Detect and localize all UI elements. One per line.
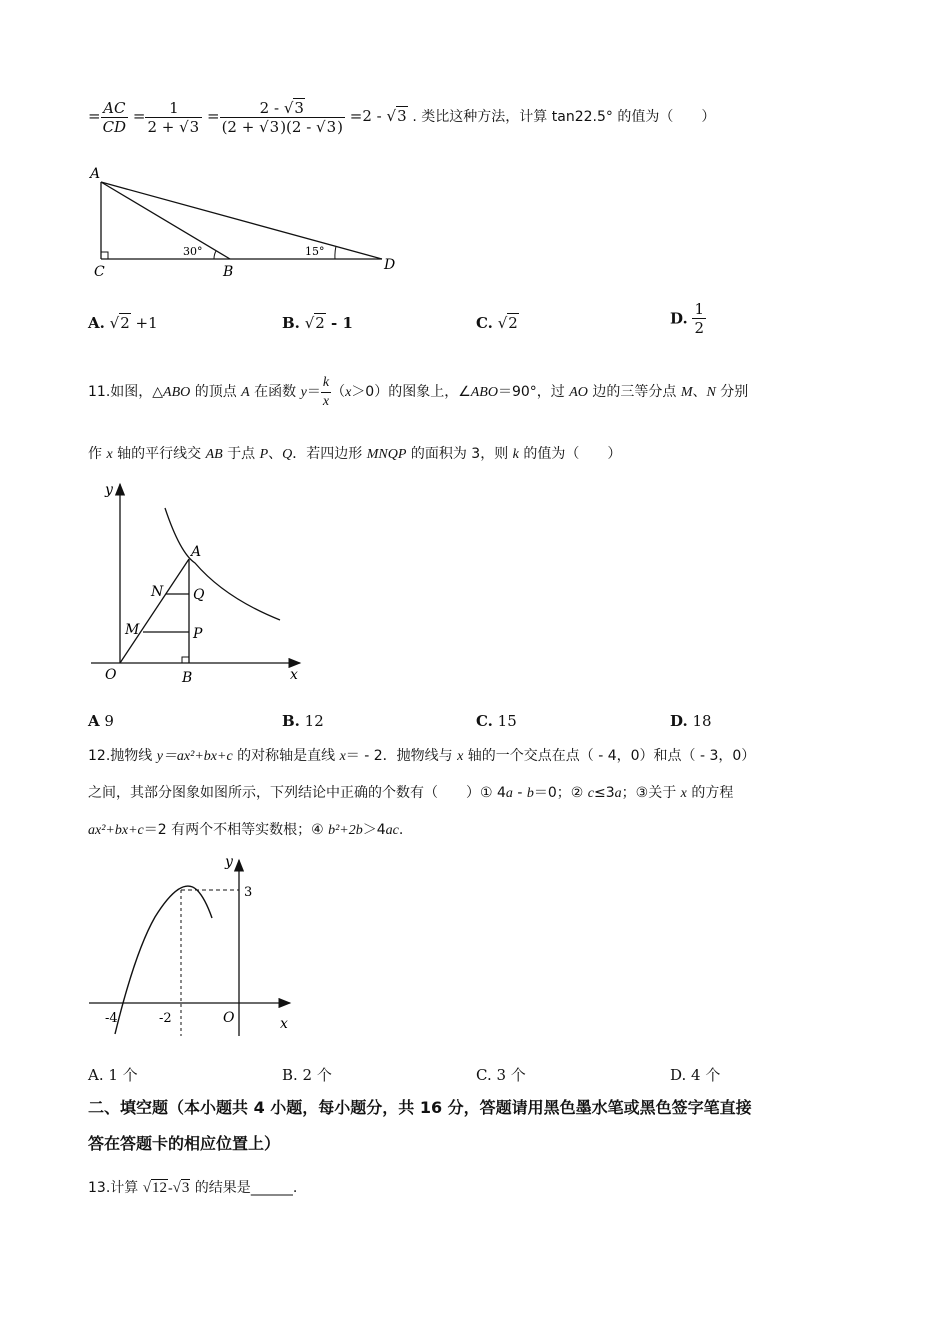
math-a: a bbox=[505, 786, 513, 801]
angle-label-15: 15° bbox=[305, 245, 325, 258]
text: ．若四边形 bbox=[292, 446, 367, 462]
text: 的方程 bbox=[686, 785, 734, 801]
math-m: M bbox=[680, 385, 693, 400]
q11-option-a[interactable] bbox=[88, 712, 114, 730]
option-label: B. bbox=[282, 712, 300, 730]
math-x: x bbox=[345, 385, 352, 400]
sqrt-sign: √3 bbox=[386, 107, 407, 125]
radicand: 3 bbox=[294, 98, 304, 117]
sqrt-sign: √3 bbox=[316, 117, 337, 136]
sqrt-sign: √2 bbox=[497, 314, 518, 332]
q10-option-d[interactable] bbox=[670, 300, 706, 337]
term: ) bbox=[337, 117, 344, 136]
q10-equation-line bbox=[88, 96, 715, 136]
term: 2 - bbox=[259, 98, 284, 117]
math-abo: ABO bbox=[163, 385, 191, 400]
fraction-k-over-x bbox=[321, 374, 331, 411]
sqrt-sign: √3 bbox=[172, 1180, 190, 1196]
q11-option-d[interactable] bbox=[670, 712, 712, 730]
fraction-ac-cd bbox=[101, 99, 129, 136]
radicand: 3 bbox=[397, 107, 407, 125]
math-x: x bbox=[106, 447, 113, 462]
fraction-rationalized bbox=[220, 99, 345, 136]
q11-line-1 bbox=[88, 372, 748, 412]
math-ao: AO bbox=[569, 385, 588, 400]
q12-line-2 bbox=[88, 783, 733, 804]
option-label: A. bbox=[88, 314, 105, 332]
q12-line-3 bbox=[88, 820, 403, 841]
text: ＝ bbox=[306, 384, 321, 400]
label-n: N bbox=[151, 584, 164, 600]
label-minus2: -2 bbox=[159, 1011, 172, 1026]
math-mnqp: MNQP bbox=[366, 447, 407, 462]
text: 边的三等分点 bbox=[587, 384, 681, 400]
text: ＝2 有两个不相等实数根；④ bbox=[143, 822, 329, 838]
option-term: +1 bbox=[130, 314, 158, 332]
text: 的面积为 3，则 bbox=[406, 446, 513, 462]
term: (2 + bbox=[221, 117, 260, 136]
option-value: 18 bbox=[687, 712, 712, 730]
option-label: B. bbox=[282, 314, 300, 332]
label-d: D bbox=[384, 257, 396, 273]
math-p: P bbox=[259, 447, 269, 462]
option-value: 15 bbox=[492, 712, 517, 730]
q11-option-c[interactable] bbox=[476, 712, 517, 730]
text: 11.如图，△ bbox=[88, 384, 164, 400]
segment-ab bbox=[101, 182, 230, 259]
result-term: =2 - bbox=[349, 107, 387, 125]
math-abo: ABO bbox=[470, 385, 498, 400]
label-o: O bbox=[105, 667, 117, 683]
text: 轴的平行线交 bbox=[112, 446, 206, 462]
q12-option-c[interactable]: C. 3 个 bbox=[476, 1066, 526, 1084]
label-x: x bbox=[280, 1016, 288, 1032]
text: 13.计算 bbox=[88, 1180, 143, 1196]
radicand: 12 bbox=[151, 1180, 167, 1196]
math-x: x bbox=[339, 749, 346, 764]
q10-triangle-figure bbox=[85, 160, 405, 285]
text: 于点 bbox=[222, 446, 260, 462]
section-2-heading-line-1: 二、填空题（本小题共 4 小题，每小题分，共 16 分，答题请用黑色墨水笔或黑色签字笔直接 bbox=[88, 1098, 752, 1117]
sqrt-sign: √12 bbox=[142, 1180, 167, 1196]
math-expr: ax²+bx+c bbox=[88, 823, 144, 838]
sqrt-sign: √3 bbox=[259, 117, 280, 136]
label-b: B bbox=[223, 264, 234, 280]
equals-sign: = bbox=[207, 107, 220, 125]
equals-sign: = bbox=[132, 107, 146, 125]
label-minus4: -4 bbox=[105, 1011, 118, 1026]
right-angle-mark bbox=[101, 252, 108, 259]
fraction-one-half bbox=[692, 300, 706, 337]
math-y: y bbox=[300, 385, 307, 400]
radicand: 3 bbox=[189, 117, 200, 136]
text: 的对称轴是直线 bbox=[232, 748, 340, 764]
radicand: 3 bbox=[326, 117, 337, 136]
option-term: - 1 bbox=[325, 314, 353, 332]
math-x: x bbox=[457, 749, 464, 764]
text: ＝0；② bbox=[533, 785, 588, 801]
math-k: k bbox=[512, 447, 519, 462]
equals-sign: = bbox=[88, 107, 101, 125]
math-x: x bbox=[680, 786, 687, 801]
q11-line-2 bbox=[88, 444, 621, 465]
text: ；③关于 bbox=[621, 785, 681, 801]
text: - bbox=[167, 1181, 173, 1196]
math-expr: b²+2b bbox=[328, 823, 363, 838]
q10-option-a[interactable] bbox=[88, 314, 158, 332]
text: 的顶点 bbox=[190, 384, 242, 400]
math-n: N bbox=[706, 385, 716, 400]
text: ＝90°，过 bbox=[497, 384, 570, 400]
text: 分别 bbox=[715, 384, 749, 400]
term: 2 + bbox=[147, 117, 180, 136]
sqrt-sign: √2 bbox=[304, 314, 325, 332]
angle-arc-b bbox=[214, 251, 216, 259]
label-y: y bbox=[225, 854, 233, 870]
label-q: Q bbox=[193, 587, 205, 603]
fraction-denominator bbox=[145, 118, 202, 136]
fraction-denominator: CD bbox=[102, 117, 127, 136]
hyperbola-curve bbox=[165, 508, 280, 620]
fraction-one-over bbox=[145, 99, 202, 136]
math-ac: ac bbox=[385, 823, 399, 838]
text: 的值为（ ） bbox=[518, 446, 622, 462]
text: 作 bbox=[88, 446, 107, 462]
text: - bbox=[512, 785, 527, 801]
fraction-numerator bbox=[220, 99, 345, 118]
sqrt-sign: √3 bbox=[283, 98, 304, 117]
math-a: a bbox=[614, 786, 622, 801]
text: ＞0）的图象上，∠ bbox=[351, 384, 471, 400]
q12-option-a[interactable]: A. 1 个 bbox=[88, 1066, 138, 1084]
term: )(2 - bbox=[280, 117, 317, 136]
q12-option-d[interactable]: D. 4 个 bbox=[670, 1066, 721, 1084]
option-label: A bbox=[88, 712, 100, 730]
text: . bbox=[398, 822, 404, 838]
text: ＝ - 2．抛物线与 bbox=[345, 748, 458, 764]
fraction-numerator: AC bbox=[101, 99, 129, 118]
radicand: 3 bbox=[181, 1180, 190, 1196]
q12-parabola-figure bbox=[85, 852, 300, 1042]
label-x: x bbox=[290, 667, 298, 683]
answer-blank[interactable]: ______ bbox=[250, 1180, 293, 1196]
math-c: c bbox=[587, 786, 595, 801]
right-angle-mark bbox=[182, 657, 189, 663]
label-b: B bbox=[182, 670, 193, 686]
text: （ bbox=[331, 384, 346, 400]
radicand: 2 bbox=[120, 314, 130, 332]
text: . bbox=[292, 1180, 298, 1196]
text: 、 bbox=[268, 446, 283, 462]
math-q: Q bbox=[282, 447, 293, 462]
label-c: C bbox=[94, 264, 105, 280]
q11-hyperbola-figure bbox=[85, 478, 310, 690]
text: 的结果是 bbox=[190, 1180, 251, 1196]
label-a: A bbox=[90, 166, 101, 182]
text: 12.抛物线 bbox=[88, 748, 157, 764]
sqrt-sign: √2 bbox=[109, 314, 130, 332]
math-a: A bbox=[241, 385, 250, 400]
sqrt-sign: √3 bbox=[179, 117, 200, 136]
option-label: C. bbox=[476, 712, 493, 730]
q10-option-c[interactable] bbox=[476, 314, 519, 332]
fraction-numerator: 1 bbox=[145, 99, 202, 118]
label-o: O bbox=[223, 1010, 235, 1026]
fraction-numerator: k bbox=[321, 374, 331, 393]
label-p: P bbox=[193, 626, 203, 642]
q10-option-b[interactable] bbox=[282, 314, 353, 332]
segment-ad bbox=[101, 182, 382, 259]
q12-option-b[interactable]: B. 2 个 bbox=[282, 1066, 332, 1084]
math-ab: AB bbox=[205, 447, 223, 462]
text: ＞4 bbox=[362, 822, 386, 838]
label-y: y bbox=[105, 482, 113, 498]
q13-line bbox=[88, 1178, 297, 1199]
q11-option-b[interactable] bbox=[282, 712, 324, 730]
section-2-heading-line-2: 答在答题卡的相应位置上） bbox=[88, 1134, 281, 1153]
angle-arc-d bbox=[335, 246, 336, 259]
fraction-denominator: 2 bbox=[694, 319, 705, 337]
text: 轴的一个交点在点（ - 4，0）和点（ - 3，0） bbox=[463, 748, 756, 764]
option-value: 9 bbox=[99, 712, 114, 730]
radicand: 3 bbox=[269, 117, 280, 136]
fraction-denominator: x bbox=[322, 393, 330, 409]
angle-label-30: 30° bbox=[183, 245, 203, 258]
option-value: 12 bbox=[299, 712, 324, 730]
segment-oa bbox=[120, 559, 189, 663]
text: 、 bbox=[692, 384, 707, 400]
math-b: b bbox=[526, 786, 534, 801]
option-label: C. bbox=[476, 314, 493, 332]
q12-line-1 bbox=[88, 746, 755, 767]
label-m: M bbox=[125, 622, 140, 638]
q10-question-tail: . 类比这种方法，计算 tan22.5° 的值为（ ） bbox=[412, 109, 716, 125]
option-label: D. bbox=[670, 712, 688, 730]
label-3: 3 bbox=[244, 885, 253, 900]
fraction-denominator bbox=[220, 118, 345, 136]
label-a: A bbox=[191, 544, 202, 560]
text: 之间，其部分图象如图所示，下列结论中正确的个数有（ ）① 4 bbox=[88, 785, 506, 801]
text: 在函数 bbox=[249, 384, 301, 400]
radicand: 2 bbox=[315, 314, 325, 332]
option-label: D. bbox=[670, 309, 688, 328]
radicand: 2 bbox=[508, 314, 518, 332]
fraction-numerator: 1 bbox=[694, 300, 705, 318]
text: ≤3 bbox=[594, 785, 615, 801]
math-parabola: y＝ax²+bx+c bbox=[156, 749, 233, 764]
